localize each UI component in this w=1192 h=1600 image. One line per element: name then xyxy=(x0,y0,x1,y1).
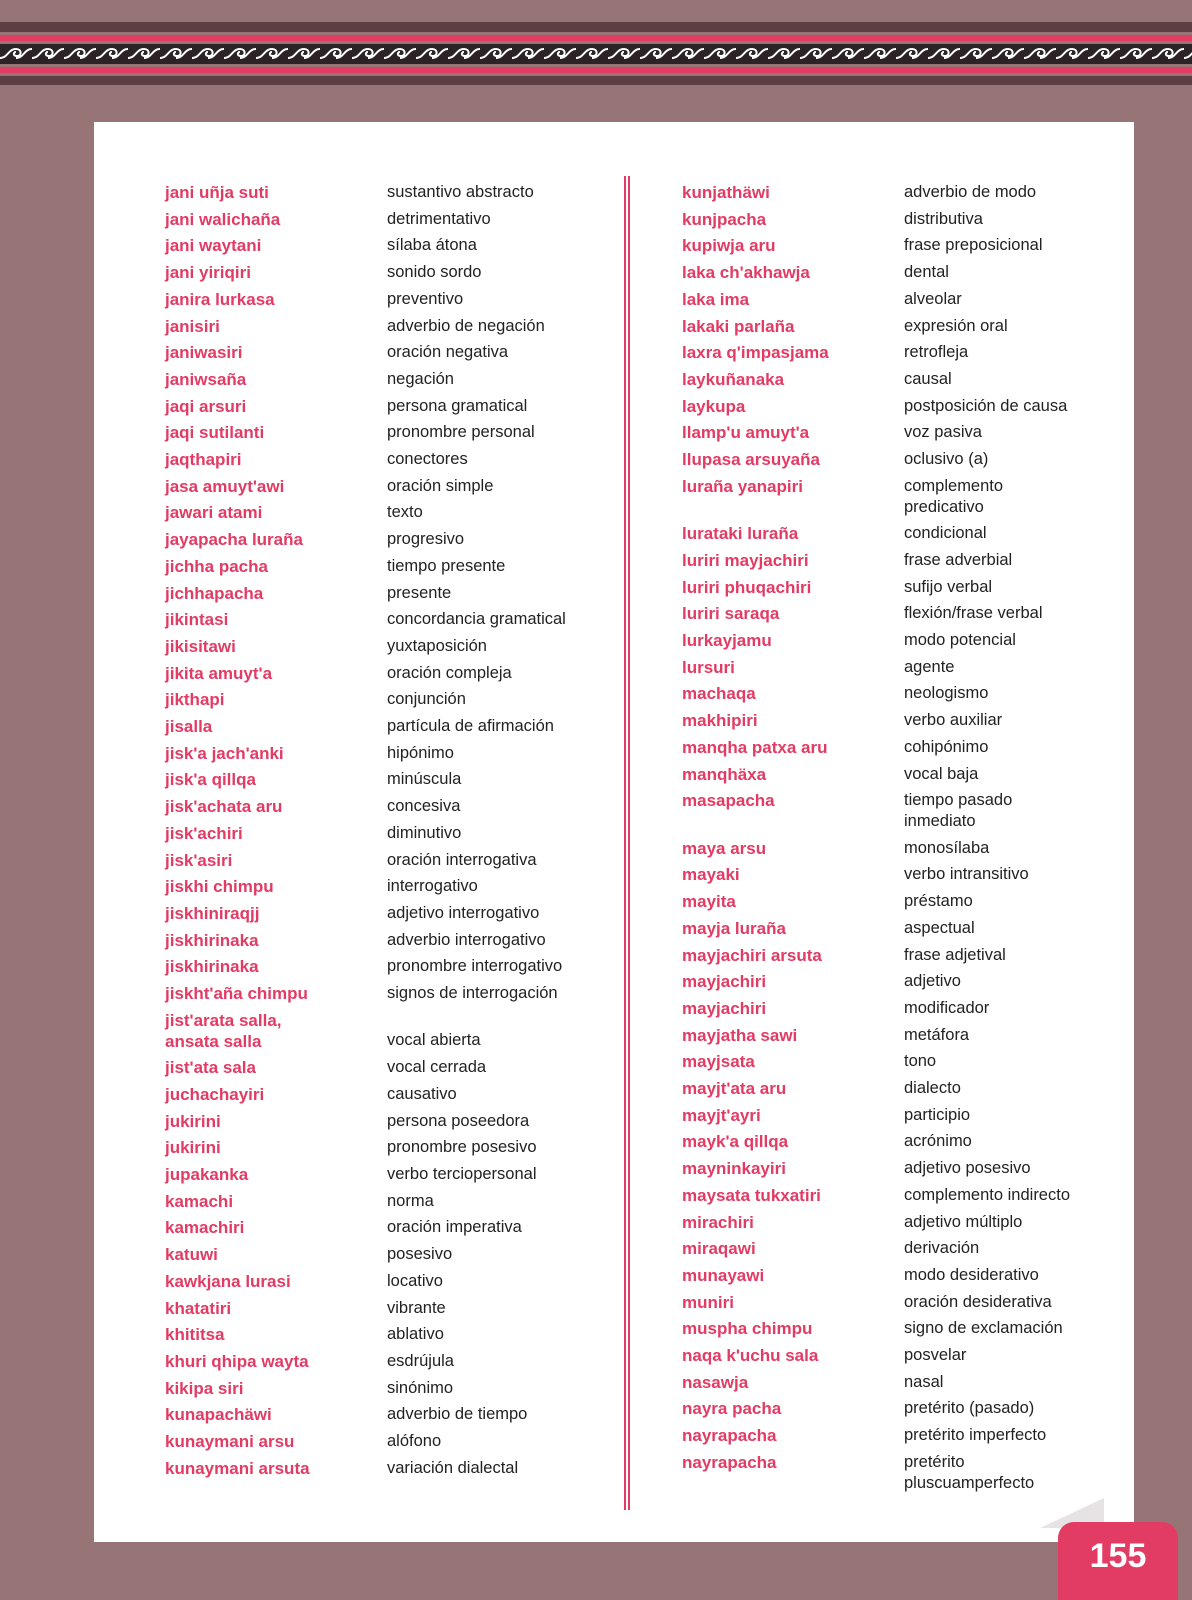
glossary-definition: pretérito pluscuamperfecto xyxy=(904,1452,1035,1492)
glossary-definition: adjetivo xyxy=(904,972,961,991)
glossary-term: luriri saraqa xyxy=(682,604,780,624)
glossary-term: laka ima xyxy=(682,289,750,309)
glossary-term: nayra pacha xyxy=(682,1399,782,1419)
glossary-definition: pronombre posesivo xyxy=(387,1138,537,1157)
glossary-definition: oración compleja xyxy=(387,663,512,682)
glossary-term: mayjt'ayri xyxy=(682,1105,761,1125)
glossary-term: kunaymani arsu xyxy=(165,1432,295,1451)
glossary-term: juchachayiri xyxy=(165,1084,265,1104)
glossary-term: lurataki luraña xyxy=(682,524,799,544)
glossary-definition: cohipónimo xyxy=(904,737,989,756)
glossary-definition: verbo terciopersonal xyxy=(387,1165,537,1183)
glossary-definition: dialecto xyxy=(904,1079,961,1097)
glossary-definition: retrofleja xyxy=(904,343,969,362)
glossary-term: jayapacha luraña xyxy=(165,530,303,550)
glossary-term: janira lurkasa xyxy=(165,289,275,309)
glossary-definition: sustantivo abstracto xyxy=(387,183,534,201)
glossary-term: mirachiri xyxy=(682,1212,754,1232)
glossary-definition: voz pasiva xyxy=(904,423,982,442)
glossary-term: lursuri xyxy=(682,657,735,677)
glossary-term: jikintasi xyxy=(165,610,229,630)
glossary-definition: norma xyxy=(387,1191,434,1210)
glossary-term: maysata tukxatiri xyxy=(682,1185,821,1205)
glossary-term: khuri qhipa wayta xyxy=(165,1351,309,1371)
glossary-definition: texto xyxy=(387,503,423,522)
glossary-term: janiwsaña xyxy=(165,369,247,389)
glossary-term: machaqa xyxy=(682,684,756,704)
glossary-term: mayjachiri xyxy=(682,998,767,1018)
glossary-definition: acrónimo xyxy=(904,1132,972,1151)
glossary-definition: diminutivo xyxy=(387,823,462,842)
glossary-term: laka ch'akhawja xyxy=(682,263,810,283)
glossary-term: nayrapacha xyxy=(682,1452,777,1472)
glossary-term: jiskhirinaka xyxy=(165,957,259,977)
wave-pattern-stripe xyxy=(0,44,1192,64)
glossary-definition: locativo xyxy=(387,1271,443,1290)
glossary-definition: partícula de afirmación xyxy=(387,717,554,735)
glossary-term: jaqthapiri xyxy=(165,450,242,469)
glossary-term: kupiwja aru xyxy=(682,236,776,256)
glossary-definition: progresivo xyxy=(387,530,465,549)
glossary-definition: tiempo presente xyxy=(387,556,506,575)
decorative-header-band xyxy=(0,22,1192,85)
glossary-term: jukirini xyxy=(165,1138,221,1158)
glossary-term: jisk'a qillqa xyxy=(165,770,256,790)
glossary-definition: expresión oral xyxy=(904,316,1008,335)
glossary-definition: oración negativa xyxy=(387,343,509,362)
header-stripe xyxy=(0,67,1192,73)
glossary-definition: participio xyxy=(904,1105,971,1124)
glossary-definition: vocal cerrada xyxy=(387,1058,487,1077)
glossary-term: jani waytani xyxy=(165,236,262,256)
glossary-term: llamp'u amuyt'a xyxy=(682,423,810,443)
glossary-definition: postposición de causa xyxy=(904,396,1068,415)
glossary-definition: modo desiderativo xyxy=(904,1265,1039,1284)
glossary-definition: oración interrogativa xyxy=(387,850,537,869)
glossary-term: jisk'achiri xyxy=(165,823,243,843)
glossary-term: jisalla xyxy=(165,717,213,736)
glossary-definition: pronombre personal xyxy=(387,423,535,442)
glossary-definition: derivación xyxy=(904,1239,980,1258)
glossary-term: luraña yanapiri xyxy=(682,476,803,496)
glossary-definition: monosílaba xyxy=(904,838,990,857)
glossary-definition: frase preposicional xyxy=(904,236,1043,255)
glossary-term: mayita xyxy=(682,892,736,912)
glossary-term: mayninkayiri xyxy=(682,1159,786,1179)
glossary-definition: sinónimo xyxy=(387,1378,454,1397)
glossary-definition: conectores xyxy=(387,450,468,468)
glossary-definition: oración imperativa xyxy=(387,1218,522,1237)
glossary-term: jichha pacha xyxy=(165,556,268,576)
glossary-term: jist'arata salla, ansata salla xyxy=(165,1010,282,1051)
glossary-definition: modo potencial xyxy=(904,631,1016,649)
glossary-term: jupakanka xyxy=(165,1165,249,1184)
glossary-definition: yuxtaposición xyxy=(387,636,487,655)
glossary-term: nayrapacha xyxy=(682,1426,777,1446)
glossary-definition: signos de interrogación xyxy=(387,984,558,1002)
glossary-definition: adverbio de negación xyxy=(387,316,545,335)
column-divider xyxy=(624,176,630,1510)
glossary-definition: oclusivo (a) xyxy=(904,450,989,468)
glossary-term: jani uñja suti xyxy=(165,183,269,202)
glossary-term: jani walichaña xyxy=(165,209,281,229)
glossary-definition: hipónimo xyxy=(387,743,454,762)
header-stripe xyxy=(0,76,1192,85)
glossary-term: jisk'a jach'anki xyxy=(165,743,284,763)
glossary-definition: negación xyxy=(387,369,454,388)
glossary-term: maya arsu xyxy=(682,838,767,858)
glossary-term: manqhäxa xyxy=(682,764,767,784)
glossary-term: kikipa siri xyxy=(165,1378,244,1398)
glossary-definition: adverbio de modo xyxy=(904,183,1037,201)
glossary-term: jiskhi chimpu xyxy=(165,877,274,897)
glossary-term: mayja luraña xyxy=(682,918,786,938)
glossary-term: lurkayjamu xyxy=(682,631,772,650)
glossary-definition: detrimentativo xyxy=(387,209,491,228)
glossary-definition: concordancia gramatical xyxy=(387,610,566,629)
glossary-term: luriri mayjachiri xyxy=(682,550,809,570)
glossary-term: kunjathäwi xyxy=(682,183,770,202)
glossary-definition: persona gramatical xyxy=(387,396,528,415)
glossary-definition: esdrújula xyxy=(387,1351,454,1370)
glossary-term: kunjpacha xyxy=(682,209,767,229)
glossary-term: jikthapi xyxy=(165,690,225,710)
glossary-definition: pretérito imperfecto xyxy=(904,1426,1047,1445)
glossary-term: mayaki xyxy=(682,865,740,885)
glossary-definition: oración desiderativa xyxy=(904,1292,1052,1311)
glossary-term: naqa k'uchu sala xyxy=(682,1346,819,1365)
glossary-term: jist'ata sala xyxy=(165,1058,256,1078)
glossary-term: jani yiriqiri xyxy=(165,263,251,283)
glossary-definition: agente xyxy=(904,657,955,676)
glossary-definition: distributiva xyxy=(904,209,983,228)
glossary-definition: dental xyxy=(904,263,949,282)
glossary-term: kamachi xyxy=(165,1191,234,1211)
page-number: 155 xyxy=(1089,1537,1147,1575)
glossary-term: masapacha xyxy=(682,791,775,811)
glossary-definition: variación dialectal xyxy=(387,1458,519,1477)
glossary-term: mayjatha sawi xyxy=(682,1025,798,1045)
glossary-term: mayjachiri xyxy=(682,972,767,992)
glossary-definition: vocal baja xyxy=(904,764,979,783)
glossary-definition: causal xyxy=(904,369,952,388)
glossary-definition: alveolar xyxy=(904,289,962,308)
glossary-term: jiskht'aña chimpu xyxy=(165,984,308,1003)
glossary-definition: pretérito (pasado) xyxy=(904,1399,1035,1418)
glossary-term: laxra q'impasjama xyxy=(682,343,829,363)
glossary-definition: verbo intransitivo xyxy=(904,865,1029,884)
glossary-term: mayk'a qillqa xyxy=(682,1132,789,1152)
glossary-term: janisiri xyxy=(165,316,220,336)
glossary-term: janiwasiri xyxy=(165,343,243,363)
glossary-term: lakaki parlaña xyxy=(682,316,795,336)
glossary-term: jasa amuyt'awi xyxy=(165,476,285,496)
glossary-definition: neologismo xyxy=(904,684,989,703)
glossary-term: nasawja xyxy=(682,1372,749,1392)
glossary-term: laykupa xyxy=(682,396,746,416)
glossary-definition: interrogativo xyxy=(387,877,478,896)
glossary-definition: préstamo xyxy=(904,892,973,911)
glossary-definition: complemento predicativo xyxy=(904,476,1004,516)
glossary-definition: signo de exclamación xyxy=(904,1319,1063,1338)
glossary-term: muspha chimpu xyxy=(682,1319,813,1339)
glossary-term: kawkjana lurasi xyxy=(165,1271,291,1291)
glossary-term: munayawi xyxy=(682,1265,765,1285)
glossary-definition: verbo auxiliar xyxy=(904,711,1003,730)
glossary-definition: ablativo xyxy=(387,1325,444,1344)
glossary-definition: sonido sordo xyxy=(387,263,482,282)
glossary-definition: preventivo xyxy=(387,289,464,308)
glossary-definition: conjunción xyxy=(387,690,466,709)
glossary-definition: tono xyxy=(904,1052,937,1071)
glossary-term: luriri phuqachiri xyxy=(682,577,812,597)
glossary-term: khatatiri xyxy=(165,1298,232,1318)
glossary-definition: condicional xyxy=(904,524,987,543)
glossary-definition: sílaba átona xyxy=(387,236,477,255)
glossary-term: jiskhiniraqjj xyxy=(165,903,260,923)
glossary-definition: complemento indirecto xyxy=(904,1185,1070,1204)
glossary-definition: sufijo verbal xyxy=(904,577,993,596)
glossary-term: jikisitawi xyxy=(165,636,236,656)
page-number-tab xyxy=(1058,1522,1178,1600)
glossary-definition: modificador xyxy=(904,998,990,1017)
glossary-definition: alófono xyxy=(387,1432,442,1450)
glossary-term: jawari atami xyxy=(165,503,263,523)
glossary-term: kamachiri xyxy=(165,1218,245,1238)
glossary-definition: aspectual xyxy=(904,918,975,937)
glossary-definition: adjetivo posesivo xyxy=(904,1159,1031,1178)
glossary-definition: nasal xyxy=(904,1372,944,1391)
glossary-definition: vocal abierta xyxy=(387,1030,481,1049)
header-stripe xyxy=(0,35,1192,41)
glossary-term: jaqi sutilanti xyxy=(165,423,265,443)
glossary-definition: concesiva xyxy=(387,797,461,816)
glossary-definition: adjetivo interrogativo xyxy=(387,903,540,922)
glossary-term: mayjt'ata aru xyxy=(682,1079,787,1098)
glossary-definition: adverbio de tiempo xyxy=(387,1405,528,1424)
glossary-term: llupasa arsuyaña xyxy=(682,450,820,469)
glossary-term: jaqi arsuri xyxy=(165,396,247,416)
wave-pattern-icon xyxy=(0,44,1192,64)
glossary-definition: tiempo pasado inmediato xyxy=(904,791,1013,831)
glossary-definition: flexión/frase verbal xyxy=(904,604,1043,623)
glossary-definition: persona poseedora xyxy=(387,1111,530,1130)
glossary-term: miraqawi xyxy=(682,1239,756,1259)
glossary-definition: oración simple xyxy=(387,476,494,495)
glossary-definition: adjetivo múltiplo xyxy=(904,1212,1023,1231)
glossary-term: jisk'achata aru xyxy=(165,797,283,817)
glossary-term: jiskhirinaka xyxy=(165,930,259,950)
glossary-definition: presente xyxy=(387,583,452,602)
glossary-definition: metáfora xyxy=(904,1025,970,1044)
glossary-definition: frase adjetival xyxy=(904,945,1006,964)
glossary-term: katuwi xyxy=(165,1245,218,1265)
glossary-term: kunapachäwi xyxy=(165,1405,272,1425)
glossary-term: jichhapacha xyxy=(165,583,264,603)
header-stripe xyxy=(0,22,1192,32)
glossary-term: jukirini xyxy=(165,1111,221,1131)
glossary-term: kunaymani arsuta xyxy=(165,1458,310,1478)
glossary-definition: posesivo xyxy=(387,1245,453,1264)
glossary-term: manqha patxa aru xyxy=(682,737,828,757)
glossary-term: makhipiri xyxy=(682,711,758,731)
glossary-definition: causativo xyxy=(387,1084,457,1103)
glossary-term: khititsa xyxy=(165,1325,225,1345)
glossary-term: muniri xyxy=(682,1292,734,1312)
glossary-term: jisk'asiri xyxy=(165,850,233,870)
glossary-term: jikita amuyt'a xyxy=(165,663,273,683)
glossary-definition: minúscula xyxy=(387,770,462,789)
glossary-term: mayjachiri arsuta xyxy=(682,945,822,965)
glossary-definition: posvelar xyxy=(904,1346,967,1364)
glossary-definition: vibrante xyxy=(387,1298,446,1317)
glossary-definition: adverbio interrogativo xyxy=(387,930,546,949)
glossary-term: mayjsata xyxy=(682,1052,755,1072)
glossary-definition: pronombre interrogativo xyxy=(387,957,563,976)
glossary-term: laykuñanaka xyxy=(682,369,785,389)
glossary-definition: frase adverbial xyxy=(904,550,1013,569)
